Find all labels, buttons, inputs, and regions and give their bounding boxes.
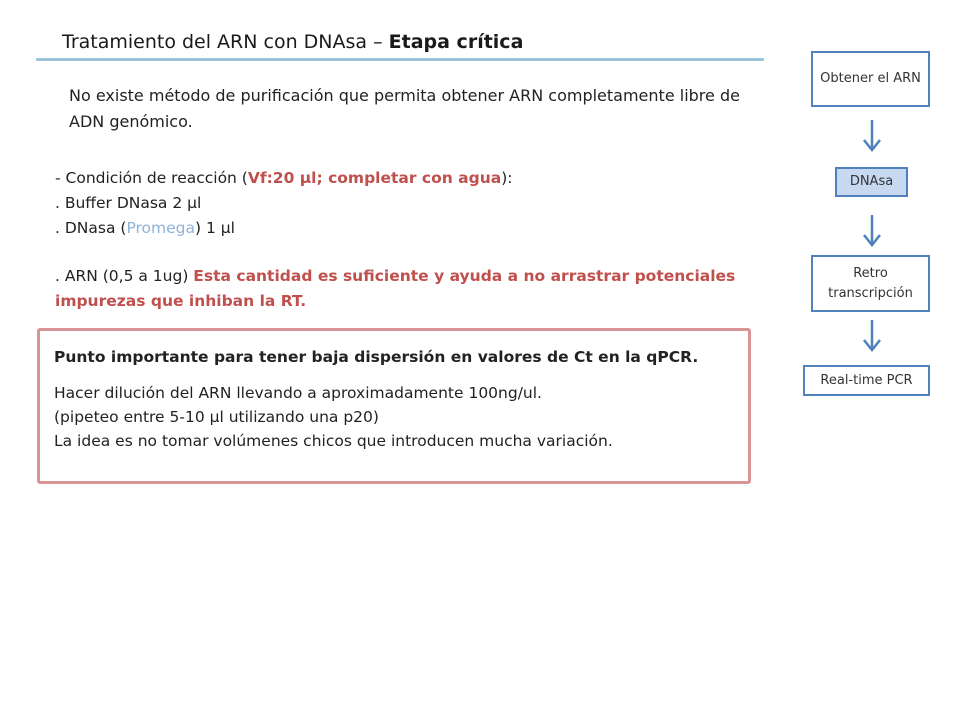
important-note-text bbox=[54, 345, 744, 453]
dnasa-line bbox=[55, 216, 755, 241]
spacer bbox=[55, 241, 755, 264]
condition-highlight: Vf:20 µl; completar con agua bbox=[247, 169, 502, 187]
flow-step-label: DNAsa bbox=[849, 174, 894, 189]
down-arrow-icon bbox=[860, 118, 884, 154]
condition-suffix: ): bbox=[501, 169, 513, 187]
flow-step-retro-transcripcion bbox=[811, 255, 930, 312]
slide-title-main: Tratamiento del ARN con DNAsa – bbox=[62, 31, 389, 53]
down-arrow-icon bbox=[860, 318, 884, 354]
note-heading: Punto importante para tener baja dispersión en valores de Ct en la qPCR. bbox=[54, 348, 699, 366]
intro-paragraph: No existe método de purificación que permita obtener ARN completamente libre de ADN genómico. bbox=[69, 86, 740, 131]
down-arrow-icon bbox=[860, 213, 884, 249]
flow-step-obtener-arn bbox=[811, 51, 930, 107]
dnasa-brand: Promega bbox=[126, 219, 195, 237]
flow-step-label: Retro transcripción bbox=[828, 265, 913, 301]
dnasa-suffix: ) 1 µl bbox=[195, 219, 235, 237]
flow-step-label: Obtener el ARN bbox=[820, 71, 921, 86]
note-line-2: (pipeteo entre 5-10 µl utilizando una p20) bbox=[54, 408, 379, 426]
arn-line bbox=[55, 264, 755, 314]
flow-step-real-time-pcr bbox=[803, 365, 930, 396]
spacer bbox=[54, 369, 744, 381]
buffer-line: . Buffer DNasa 2 µl bbox=[55, 194, 202, 212]
reaction-conditions bbox=[55, 166, 755, 314]
condition-line bbox=[55, 166, 755, 191]
title-underline bbox=[36, 58, 764, 61]
slide-title bbox=[62, 31, 523, 53]
dnasa-prefix: . DNasa ( bbox=[55, 219, 127, 237]
arn-highlight: Esta cantidad es suficiente y ayuda a no arrastrar potenciales impurezas que inhiban la RT. bbox=[55, 267, 736, 310]
slide-title-emphasis: Etapa crítica bbox=[388, 31, 524, 53]
note-line-3: La idea es no tomar volúmenes chicos que introducen mucha variación. bbox=[54, 432, 613, 450]
flow-step-dnasa bbox=[835, 167, 908, 197]
arn-prefix: . ARN (0,5 a 1ug) bbox=[55, 267, 194, 285]
condition-prefix: - Condición de reacción ( bbox=[55, 169, 248, 187]
note-line-1: Hacer dilución del ARN llevando a aproximadamente 100ng/ul. bbox=[54, 384, 542, 402]
flow-step-label: Real-time PCR bbox=[820, 372, 913, 388]
